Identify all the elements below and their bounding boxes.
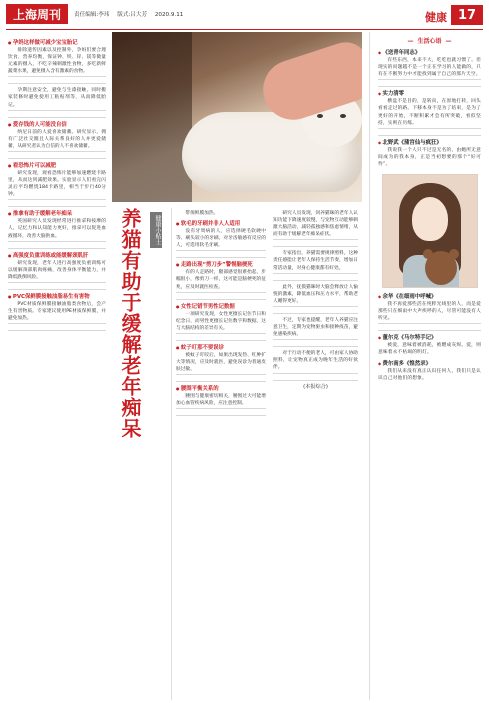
- brief: ● 走路出现“剪刀步”警惕脑梗死 有的人走路时，腿部感觉很难抬起，步幅很小，像剪刀一样，这可能是脑梗死的征兆，应及时就医检查。: [176, 261, 266, 299]
- article-label: 健康小贴士: [150, 212, 162, 248]
- page-header: [0, 0, 489, 28]
- brief: ● 爱存钱的人可能没自信 纳尼日前的人爱喜欢储蓄。研究显示，拥有广泛社交圈且人际关系良好的人并更爱储蓄，从研究者认为自信的人不喜欢储蓄。: [8, 121, 106, 159]
- quote-item: ◆ 费尔南多《惶然录》 我们从来没有真正认识任何人，我们只是认识自己对他们的想象。: [378, 360, 481, 382]
- column-article-body: [273, 210, 358, 700]
- brief: 带保鲜膜加热。: [185, 211, 219, 216]
- column-briefs-left: [8, 38, 106, 698]
- illustration-girl-with-bear: [382, 174, 478, 288]
- section-name: 健康: [425, 11, 447, 24]
- issue-date: 2020.9.11: [154, 12, 184, 18]
- brief: ● 高强度负重训练或能缓解颈肌肝 研究发现，老年人进行高强度负重训练可以缓解颈部肌肉疼痛，改善身体平衡能力，并降低跌倒风险。: [8, 252, 106, 290]
- quote-item: ◆ 实力清零 横盘不是目的，是转向，在原地打转，回头看看走过的路。下移本身不是为了结束，是为了更好的开始，不断积累才会有所突破，看似坚持，实则在历练。: [378, 90, 481, 135]
- brief: ● 推拿有助于缓解老年痴呆 英国研究人员发现经常进行推拿和按摩的人，记忆力和认知能力更好，推拿可以促进血液循环，改善大脑供血。: [8, 210, 106, 248]
- brief: ● 腰围平衡关系的 腰围与健康密切相关，腰围过大可能增加心血管疾病风险，应注意控制。: [176, 385, 266, 416]
- brief: ● 看恐怖片可以减肥 研究发现，观看恐怖片能够加速燃烧卡路里，从而达到减肥效果。实验显示人们看完闪灵后平均燃烧184卡路里，相当于步行40分钟。: [8, 162, 106, 207]
- column-divider: [171, 208, 172, 700]
- header-meta: [74, 10, 189, 18]
- article-title-block: [112, 208, 170, 528]
- paragraph: 对于行动不便的老人，可由家人协助照料，让宠物真正成为晚年生活的好伙伴。: [273, 350, 358, 380]
- column-life-quotes: [378, 32, 481, 700]
- column-briefs-mid: [176, 210, 266, 700]
- brief: ● 孕妈这样做可减少宝宝胎记 排除遗传因素以及控制外，孕妈们要合理饮食、营养均衡，保证钟、铁、锌、镁等微量元素的摄入，不吃辛辣刺激性食物，多吃新鲜蔬菜水果，避免摄入含有激素的食物。: [8, 39, 106, 84]
- cat-photo: [112, 32, 362, 202]
- masthead: 上海周刊: [6, 4, 68, 24]
- designer-credit: 版式:吕大芳: [117, 12, 148, 18]
- page-number: 17: [451, 5, 483, 25]
- quote-item: ◆ 余华《在细雨中呼喊》 我不再爱那些活在纯粹光线里的人，而是爱那些只在细雨中大声疾呼的人，尽管可能没有人听见。: [378, 293, 481, 331]
- brief: 孕期注意安全，避免与生漆接触，同时搬家装修时避免使用工粘贴剂等，从而降低胎记。: [8, 87, 106, 117]
- article-title: 养猫有助于缓解老年痴呆: [118, 208, 142, 439]
- brief: ● PVC保鲜膜接触油脂易生有害物 PVC材质保鲜膜接触油脂类食物后，会产生有害物质。专家建议使用PE材质保鲜膜，并避免加热。: [8, 293, 106, 331]
- brief: ● 软毛的牙刷并非人人适用 没有牙周病的人，应选择硬毛软硬中等、刷头较小的牙刷。对牙齿敏感有反应的人，可选用软毛牙刷。: [176, 220, 266, 258]
- editor-credit: 责任编辑:李玮: [74, 12, 110, 18]
- brief: ● 女性记错节男性记数据 一项研究发现，女性更擅长记住节日和纪念日，而男性更擅长记住数字和数据，这与大脑结构的差异有关。: [176, 303, 266, 341]
- quote-item: ◆ 《送青年同志》 有些东西，本来不大，吃吃也就习惯了。但现实的问题越不是一个正在学习的人能做的，只有在不断努力中才能找到属于自己的那片天空。: [378, 49, 481, 87]
- quote-item: ◆ 北野武《蒲宫仙与疯狂》 我说我一个人只不过是无名的，由她所无意间成为的我本身，正是当初想要的那个“好可怜”。: [378, 139, 481, 168]
- paragraph: 不过，专家也提醒，老年人养猫应注意卫生，定期为宠物驱虫和接种疫苗，避免感染疾病。: [273, 317, 358, 347]
- column-divider: [369, 32, 370, 700]
- quote-item: ◆ 董尔克《马尔特手记》 被爱，意味着被消耗，被燃成灰烬。爱，则意味着永不枯竭的明灯。: [378, 334, 481, 356]
- column-kicker: — 生活心语 —: [378, 38, 481, 45]
- paragraph: 研究人员发现，饲养猫咪的老年人认知功能下降速度较慢，与宠物互动能够刺激大脑活动，减轻孤独感和焦虑情绪，从而有助于缓解老年痴呆症状。: [273, 210, 358, 247]
- paragraph: 此外，抚摸猫咪时大脑会释放让人愉悦的激素，降低血压和压力水平，帮助老人睡得更好。: [273, 284, 358, 314]
- header-rule: [6, 29, 483, 30]
- brief: ● 蚊子叮那不要误诊 被蚊子叮咬后，如果出现发热、红肿扩大等情况，应及时就医，避免误诊为普通皮肤过敏。: [176, 344, 266, 382]
- end-note: (本报综合): [303, 383, 328, 390]
- paragraph: 专家指出，养猫需要规律照料，这种责任感能让老年人保持生活节奏，增加日常活动量，对身心健康都有好处。: [273, 250, 358, 280]
